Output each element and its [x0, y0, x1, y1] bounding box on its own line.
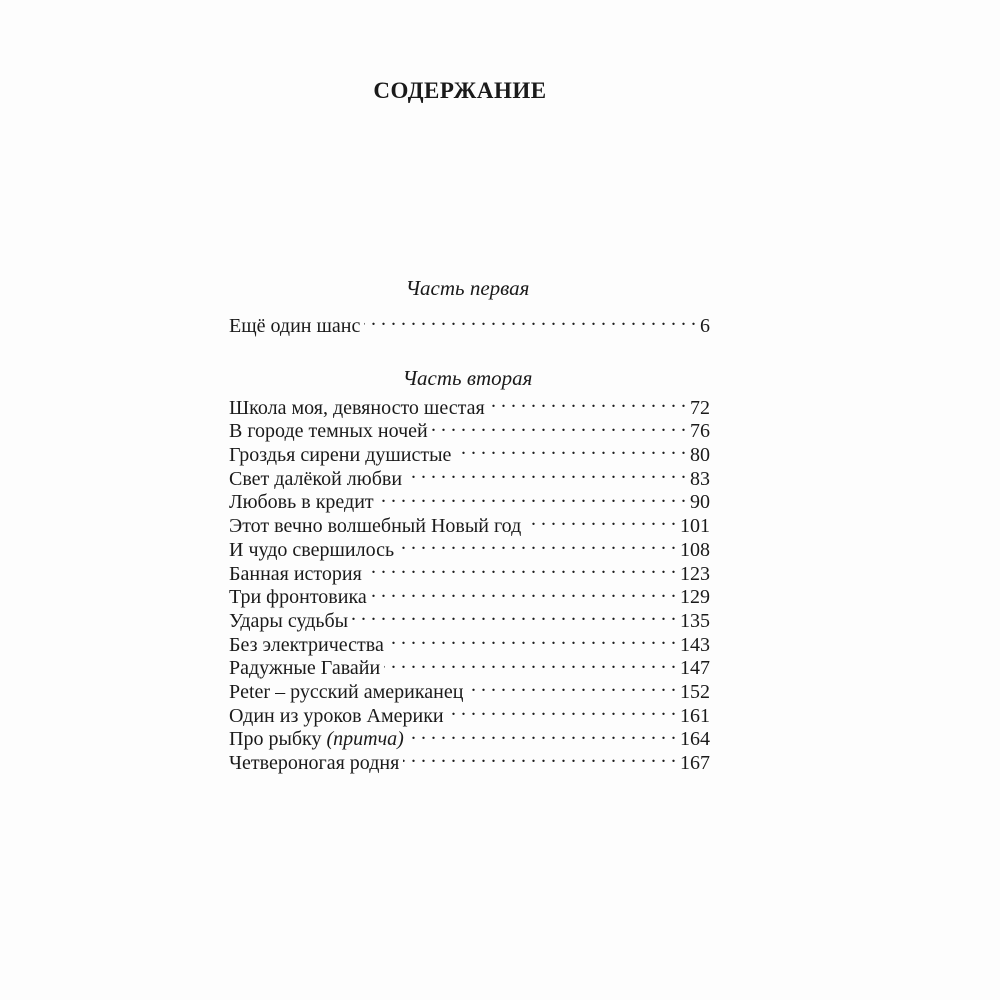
dot-leader	[408, 722, 676, 746]
entry-page-number: 129	[680, 586, 710, 609]
part-two-heading: Часть вторая	[402, 366, 533, 390]
dot-leader	[384, 651, 676, 675]
dot-leader	[364, 308, 696, 332]
entry-title: Один из уроков Америки	[229, 704, 444, 727]
entry-title: Свет далёкой любви	[229, 467, 403, 490]
entry-page-number: 164	[680, 728, 710, 751]
entry-page-number: 76	[690, 420, 710, 443]
entry-page-number: 101	[680, 515, 710, 538]
entry-title: И чудо свершилось	[229, 538, 395, 561]
entry-title: Любовь в кредит	[229, 491, 374, 514]
entry-title: Без электричества	[229, 633, 384, 656]
entry-page-number: 72	[690, 396, 710, 419]
entry-title: Удары судьбы	[229, 609, 349, 632]
entry-page-number: 108	[680, 538, 710, 561]
toc-entry[interactable]	[229, 390, 710, 419]
entry-title: Радужные Гавайи	[229, 657, 381, 680]
entry-title: Гроздья сирени душистые	[229, 444, 452, 467]
entry-page-number: 161	[680, 704, 710, 727]
dot-leader	[398, 532, 676, 556]
dot-leader	[403, 745, 676, 769]
entry-title: Ещё один шанс	[229, 314, 361, 337]
dot-leader	[448, 698, 676, 722]
entry-page-number: 167	[680, 752, 710, 774]
dot-leader	[378, 485, 686, 509]
entry-page-number: 123	[680, 562, 710, 585]
entry-page-number: 152	[680, 680, 710, 703]
dot-leader	[388, 627, 676, 651]
entry-title: Банная история	[229, 562, 362, 585]
entry-page-number: 83	[690, 467, 710, 490]
entry-page-number: 135	[680, 609, 710, 632]
entry-page-number: 90	[690, 491, 710, 514]
dot-leader	[489, 390, 686, 414]
entry-title: Школа моя, девяносто шестая	[229, 396, 485, 419]
entry-title: В городе темных ночей	[229, 420, 428, 443]
dot-leader	[371, 580, 676, 604]
dot-leader	[455, 437, 686, 461]
entry-title-group	[229, 728, 404, 752]
part-one-heading: Часть первая	[405, 276, 530, 300]
entry-title: Peter – русский американец	[229, 680, 464, 703]
part-one-entries	[229, 308, 710, 337]
toc-entry[interactable]	[229, 308, 710, 337]
entry-title: Про рыбку	[229, 728, 322, 751]
part-two-entries	[229, 390, 710, 774]
contents-heading: СОДЕРЖАНИЕ	[373, 78, 547, 103]
entry-title: Три фронтовика	[229, 586, 367, 609]
dot-leader	[352, 603, 676, 627]
dot-leader	[525, 508, 676, 532]
dot-leader	[406, 461, 686, 485]
entry-title: Этот вечно волшебный Новый год	[229, 515, 522, 538]
entry-page-number: 143	[680, 633, 710, 656]
entry-note: (притча)	[326, 728, 404, 751]
entry-title: Четвероногая родня	[229, 752, 400, 774]
dot-leader	[366, 556, 676, 580]
dot-leader	[467, 674, 676, 698]
entry-page-number: 80	[690, 444, 710, 467]
entry-page-number: 147	[680, 657, 710, 680]
entry-page-number: 6	[700, 314, 710, 337]
dot-leader	[432, 414, 686, 438]
